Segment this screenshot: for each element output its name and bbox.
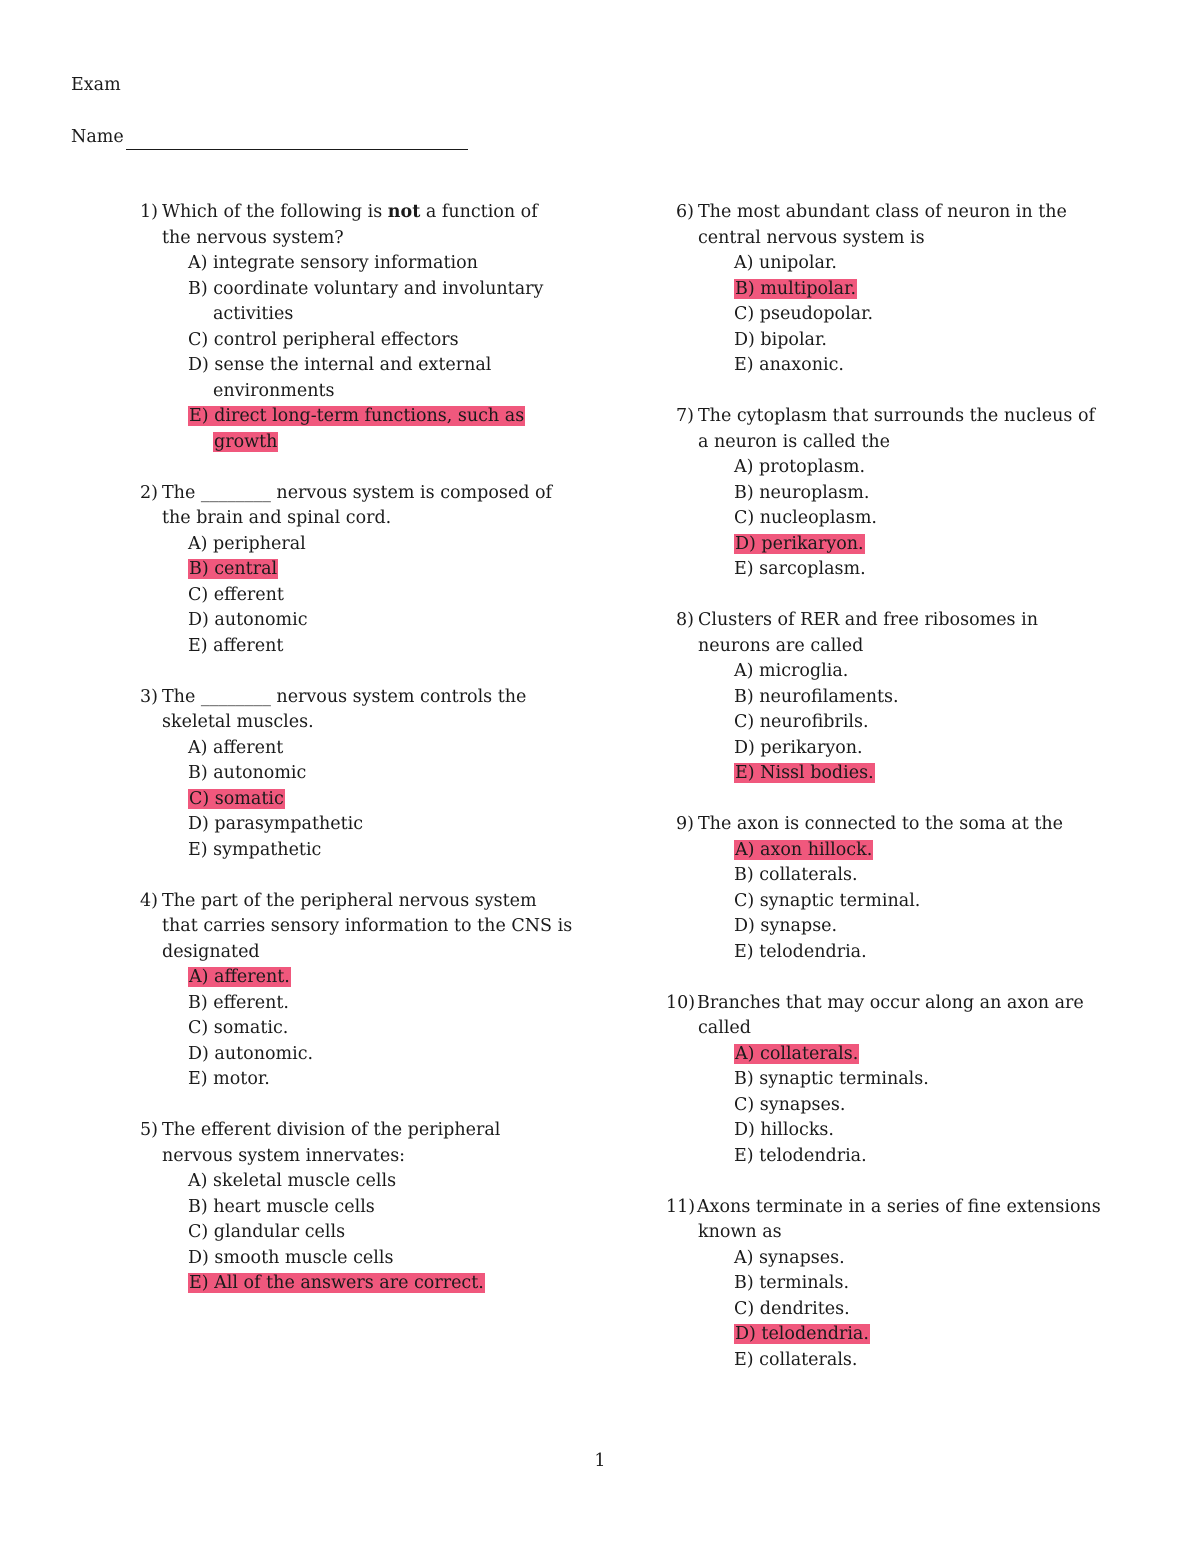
- answer-options: [676, 838, 1116, 966]
- option-b: B) neurofilaments.: [734, 686, 899, 707]
- question-stem-cont: designated: [162, 941, 260, 962]
- question-number: 8): [676, 610, 694, 630]
- option-e: E) motor.: [188, 1069, 270, 1089]
- question-number: 9): [676, 814, 694, 834]
- correct-answer-highlight: D) telodendria.: [735, 1324, 869, 1344]
- correct-answer-highlight: E) Nissl bodies.: [735, 763, 874, 783]
- question-4: [140, 889, 573, 1093]
- question-number: 3): [140, 686, 158, 707]
- correct-answer-highlight: A) afferent.: [189, 967, 290, 987]
- question-number: 4): [140, 890, 158, 911]
- question-stem: Branches that may occur along an axon are: [697, 992, 1084, 1013]
- option-d: D) perikaryon.: [734, 737, 863, 758]
- answer-options: [676, 1042, 1116, 1170]
- correct-answer-highlight: E) All of the answers are correct.: [189, 1273, 484, 1293]
- answer-options: [676, 659, 1116, 787]
- question-number: 2): [140, 482, 158, 503]
- option-d: D) bipolar.: [734, 329, 827, 350]
- option-d-cont: environments: [213, 380, 335, 401]
- question-stem: The cytoplasm that surrounds the nucleus of: [698, 406, 1095, 426]
- answer-options: [140, 532, 570, 660]
- question-11: [666, 1195, 1116, 1374]
- option-c: C) efferent: [188, 584, 284, 605]
- option-b: B) synaptic terminals.: [734, 1069, 929, 1089]
- question-7: [676, 404, 1116, 583]
- option-b: B) autonomic: [188, 763, 307, 783]
- question-number: 5): [140, 1120, 158, 1140]
- option-a: A) microglia.: [734, 661, 849, 681]
- question-number: 7): [676, 406, 694, 426]
- question-stem-cont: central nervous system is: [698, 227, 925, 248]
- question-stem: The most abundant class of neuron in the: [698, 202, 1067, 222]
- option-b: B) efferent.: [188, 992, 289, 1013]
- question-stem-cont: neurons are called: [698, 635, 864, 656]
- name-label: Name: [71, 127, 124, 147]
- option-e: E) telodendria.: [734, 941, 867, 962]
- question-stem-cont: the brain and spinal cord.: [162, 508, 392, 528]
- exam-title: Exam: [71, 75, 121, 95]
- question-1: [140, 200, 570, 455]
- option-a: A) afferent: [188, 737, 284, 758]
- question-stem: The ________ nervous system controls the: [162, 686, 527, 707]
- question-5: [140, 1118, 570, 1297]
- right-column: [666, 200, 1116, 1399]
- page-number: 1: [594, 1451, 606, 1471]
- correct-answer-highlight: B) multipolar.: [735, 278, 857, 299]
- correct-answer-highlight: A) collaterals.: [735, 1043, 859, 1064]
- question-stem: The efferent division of the peripheral: [162, 1120, 501, 1140]
- left-column: [140, 200, 573, 1322]
- option-c: C) neurofibrils.: [734, 712, 869, 732]
- name-blank-field[interactable]: [126, 131, 468, 150]
- question-stem: The axon is connected to the soma at the: [698, 814, 1064, 834]
- option-b: B) coordinate voluntary and involuntary: [188, 278, 544, 299]
- option-c: C) dendrites.: [734, 1298, 850, 1319]
- question-stem: Which of the following is not a function of: [162, 202, 538, 222]
- question-number: 11): [666, 1196, 696, 1217]
- option-d: D) synapse.: [734, 916, 838, 936]
- correct-answer-highlight: C) somatic: [189, 788, 284, 809]
- answer-options: [140, 736, 570, 864]
- answer-options: [140, 1169, 570, 1297]
- question-9: [676, 812, 1116, 965]
- option-a: A) unipolar.: [734, 253, 837, 273]
- option-c: C) synapses.: [734, 1094, 846, 1115]
- option-e: E) sympathetic: [188, 839, 322, 860]
- question-stem-cont: that carries sensory information to the CNS is: [162, 916, 573, 936]
- option-d: D) sense the internal and external: [188, 355, 492, 375]
- question-number: 6): [676, 202, 694, 222]
- correct-answer-highlight-cont: growth: [214, 431, 278, 452]
- option-a: A) synapses.: [734, 1247, 845, 1268]
- option-b-cont: activities: [213, 304, 294, 324]
- answer-options: [140, 965, 570, 1093]
- correct-answer-highlight: B) central: [189, 559, 278, 579]
- option-c: C) pseudopolar.: [734, 304, 874, 324]
- question-stem-cont: called: [698, 1018, 751, 1038]
- option-c: C) glandular cells: [188, 1222, 346, 1242]
- name-line: [71, 124, 468, 150]
- option-a: A) integrate sensory information: [188, 253, 478, 273]
- option-d: D) hillocks.: [734, 1120, 834, 1140]
- option-b: B) heart muscle cells: [188, 1196, 375, 1217]
- option-c: C) somatic.: [188, 1018, 289, 1038]
- question-stem-cont: nervous system innervates:: [162, 1145, 406, 1166]
- option-a: A) protoplasm.: [734, 457, 866, 477]
- question-stem-cont: the nervous system?: [162, 227, 344, 248]
- option-d: D) autonomic.: [188, 1043, 314, 1064]
- question-stem: Clusters of RER and free ribosomes in: [698, 610, 1038, 630]
- emphasis-not: not: [387, 202, 421, 222]
- option-e: E) telodendria.: [734, 1145, 867, 1166]
- question-2: [140, 481, 570, 660]
- question-stem-cont: known as: [698, 1222, 782, 1242]
- answer-options: [140, 251, 570, 455]
- question-stem: Axons terminate in a series of fine extensions: [697, 1196, 1101, 1217]
- question-stem: The part of the peripheral nervous system: [162, 890, 537, 911]
- question-10: [666, 991, 1116, 1170]
- correct-answer-highlight: D) perikaryon.: [735, 533, 864, 554]
- option-c: C) control peripheral effectors: [188, 329, 459, 350]
- question-6: [676, 200, 1116, 379]
- option-d: D) autonomic: [188, 610, 308, 630]
- question-8: [676, 608, 1116, 787]
- question-stem-cont: a neuron is called the: [698, 431, 890, 452]
- option-d: D) parasympathetic: [188, 814, 364, 834]
- option-e: E) anaxonic.: [734, 355, 844, 375]
- option-e: E) afferent: [188, 635, 284, 656]
- option-e: E) collaterals.: [734, 1349, 858, 1370]
- option-a: A) peripheral: [188, 533, 306, 554]
- option-c: C) nucleoplasm.: [734, 508, 877, 528]
- option-d: D) smooth muscle cells: [188, 1247, 394, 1268]
- option-b: B) terminals.: [734, 1273, 850, 1293]
- answer-options: [676, 1246, 1116, 1374]
- option-a: A) skeletal muscle cells: [188, 1171, 397, 1191]
- question-3: [140, 685, 570, 864]
- answer-options: [676, 455, 1116, 583]
- question-stem-cont: skeletal muscles.: [162, 712, 314, 732]
- question-number: 1): [140, 202, 158, 222]
- option-b: B) neuroplasm.: [734, 482, 870, 503]
- correct-answer-highlight: E) direct long-term functions, such as: [189, 406, 525, 426]
- question-stem: The ________ nervous system is composed of: [162, 482, 552, 503]
- question-number: 10): [666, 992, 696, 1013]
- option-b: B) collaterals.: [734, 865, 858, 885]
- exam-header: [71, 72, 468, 150]
- correct-answer-highlight: A) axon hillock.: [735, 839, 873, 860]
- option-c: C) synaptic terminal.: [734, 890, 921, 911]
- option-e: E) sarcoplasm.: [734, 559, 866, 579]
- answer-options: [676, 251, 1116, 379]
